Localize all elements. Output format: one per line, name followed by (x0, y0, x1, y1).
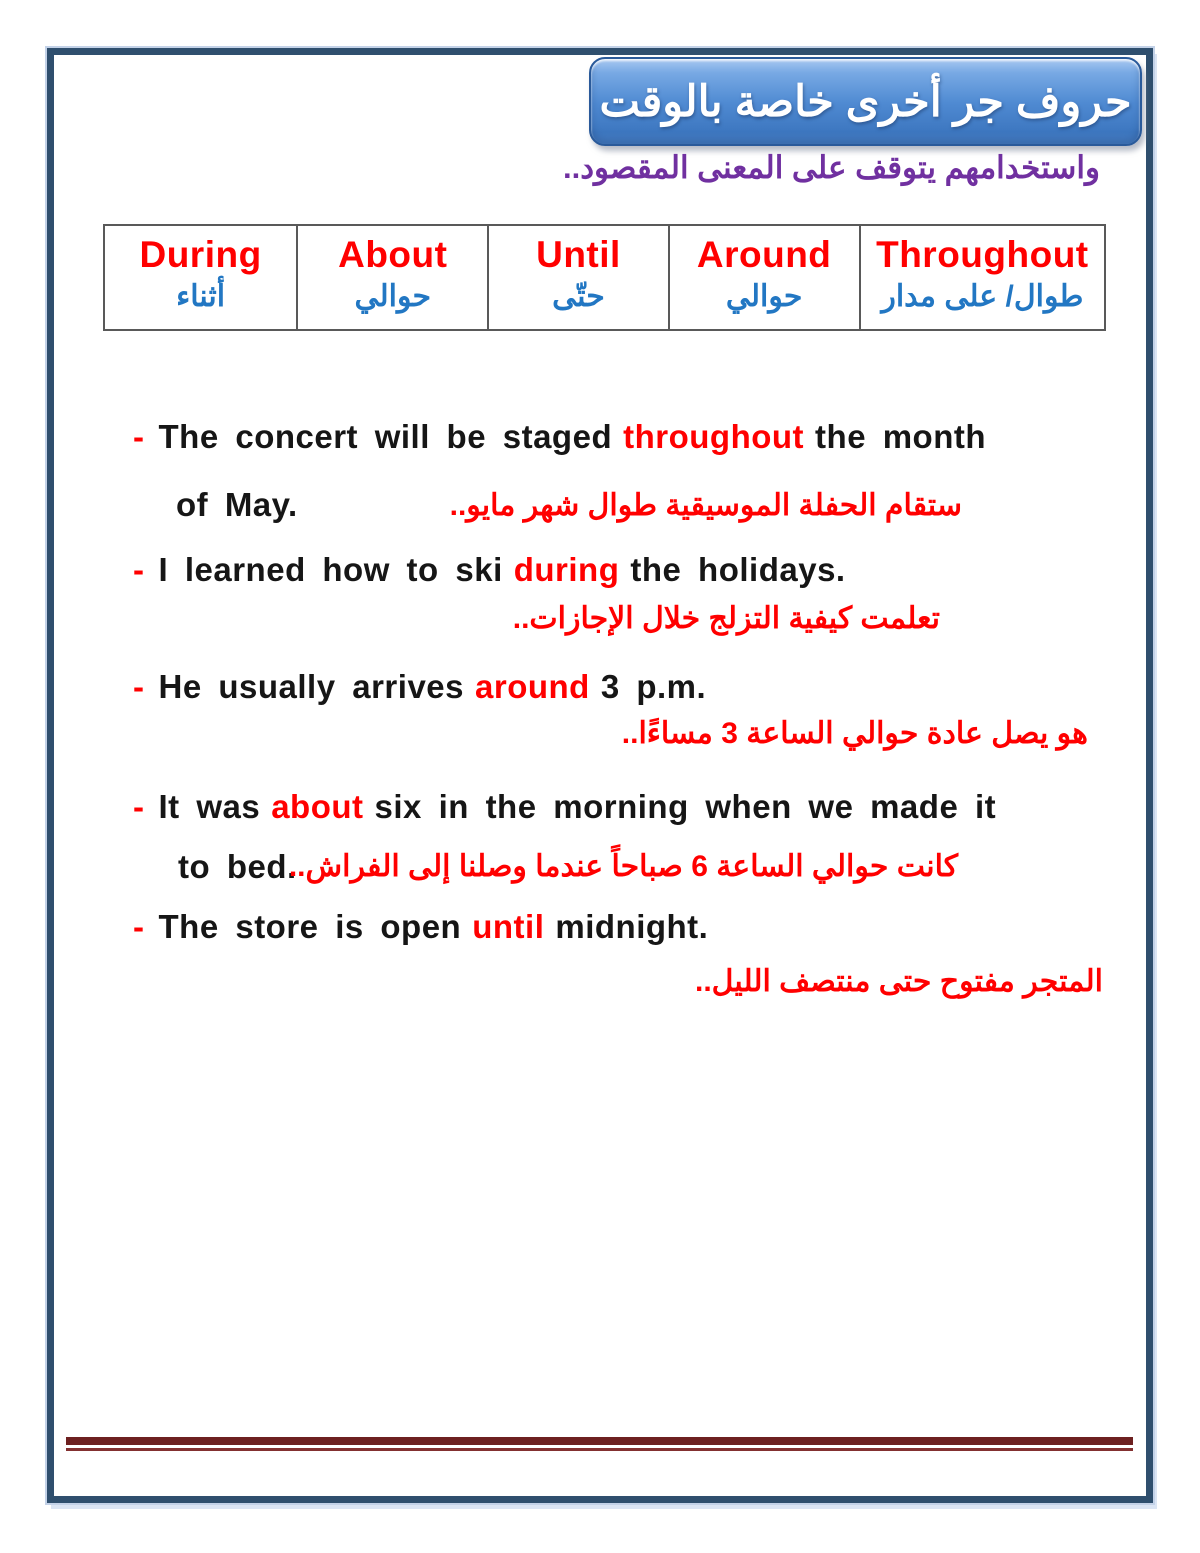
arabic-translation-1: ستقام الحفلة الموسيقية طوال شهر مايو.. (449, 489, 962, 522)
table-cell-throughout (860, 225, 1105, 330)
example-sentence-5 (133, 904, 708, 950)
page-title: حروف جر أخرى خاصة بالوقت (599, 77, 1132, 126)
arabic-translation-5: المتجر مفتوح حتى منتصف الليل.. (695, 965, 1103, 998)
prep-english: About (338, 234, 448, 275)
sentence-text: to bed. (178, 848, 297, 885)
prep-arabic: حوالي (725, 279, 803, 313)
arabic-translation-4: كانت حوالي الساعة 6 صباحاً عندما وصلنا إلى الفراش.. (288, 850, 958, 883)
sentence-text: midnight. (555, 908, 709, 945)
arabic-translation-2: تعلمت كيفية التزلج خلال الإجازات.. (512, 602, 940, 635)
table-cell-about (297, 225, 488, 330)
sentence-text: the month (815, 418, 987, 455)
bullet-dash: - (133, 551, 145, 588)
prep-arabic: طوال/ على مدار (881, 279, 1084, 313)
bullet-dash: - (133, 908, 145, 945)
sentence-text: six in the morning when we made it (374, 788, 997, 825)
sentence-keyword: about (271, 788, 364, 825)
prep-arabic: حوالي (354, 279, 432, 313)
table-cell-around (669, 225, 860, 330)
horizontal-rule (66, 1437, 1133, 1451)
table-cell-during (104, 225, 297, 330)
prep-arabic: أثناء (176, 279, 226, 313)
sentence-text: It was (158, 788, 261, 825)
prep-english: Around (696, 234, 832, 275)
title-banner (589, 57, 1142, 146)
example-sentence-1 (133, 414, 986, 460)
sentence-keyword: around (475, 668, 590, 705)
prep-english: Throughout (876, 234, 1089, 275)
example-sentence-2 (133, 547, 846, 593)
table-cell-until (488, 225, 668, 330)
sentence-text: The concert will be staged (158, 418, 613, 455)
sentence-text: of May. (176, 486, 298, 523)
sentence-text: The store is open (158, 908, 462, 945)
sentence-text: the holidays. (630, 551, 846, 588)
example-sentence-3 (133, 664, 706, 710)
table-row (104, 225, 1105, 330)
sentence-text: He usually arrives (158, 668, 464, 705)
subtitle-note: واستخدامهم يتوقف على المعنى المقصود.. (562, 150, 1100, 185)
prepositions-table (103, 224, 1106, 331)
sentence-keyword: throughout (623, 418, 805, 455)
example-sentence-4-continuation (178, 844, 297, 890)
bullet-dash: - (133, 668, 145, 705)
prep-english: During (139, 234, 262, 275)
example-sentence-1-continuation (176, 482, 298, 528)
arabic-translation-3: هو يصل عادة حوالي الساعة 3 مساءًا.. (621, 717, 1088, 750)
bullet-dash: - (133, 418, 145, 455)
sentence-keyword: during (513, 551, 620, 588)
sentence-keyword: until (472, 908, 545, 945)
prep-arabic: حتّى (552, 279, 605, 313)
prep-english: Until (536, 234, 621, 275)
bullet-dash: - (133, 788, 145, 825)
example-sentence-4 (133, 784, 996, 830)
sentence-text: I learned how to ski (158, 551, 503, 588)
sentence-text: 3 p.m. (600, 668, 707, 705)
